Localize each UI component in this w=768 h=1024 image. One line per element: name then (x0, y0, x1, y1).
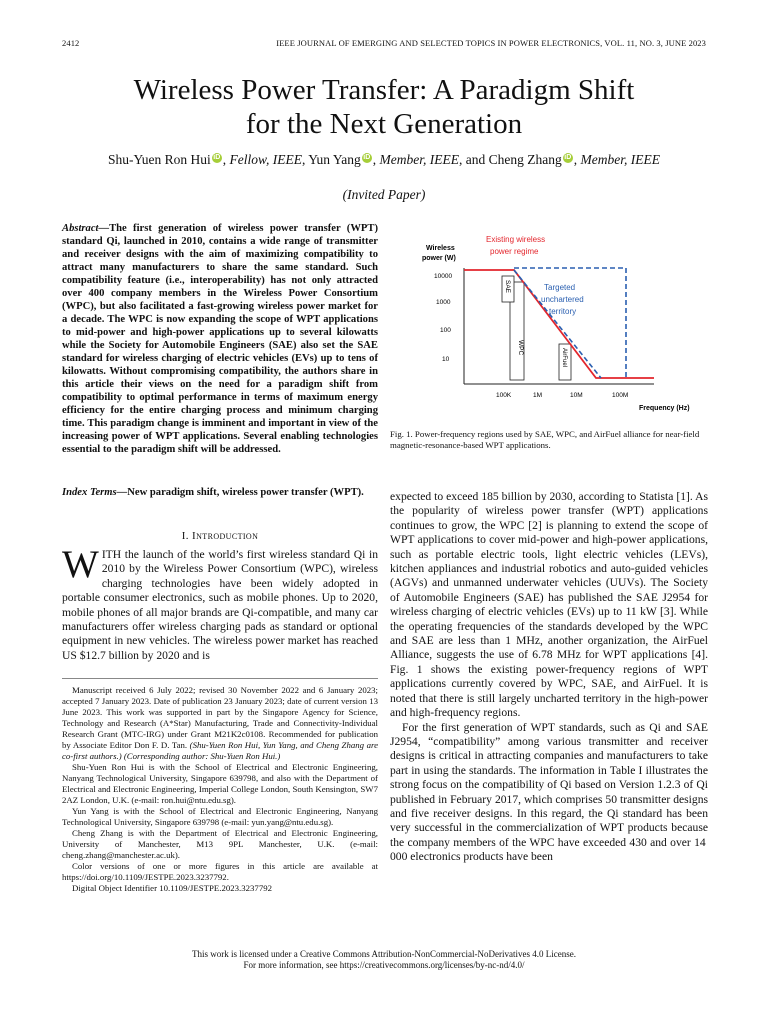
paragraph: For the first generation of WPT standards, such as Qi and SAE J2954, “compatibility” among various transmitter and receiver designs is critical in attracting companies and manufacturers to take part in using the standards. The information in Table I illustrates the strong focus on the compatibility of Qi based on Version 1.2.3 of Qi published in February 2017, which comprises 50 transmitter designs and five receiver designs. In this regard, the Qi standard has been very successful in the commercialization of WPT products because the company members of the WPC have exceeded 430 and over 14 000 electronics products have been (390, 720, 708, 864)
sae-label: SAE (504, 280, 511, 294)
y-tick-label: 1000 (436, 299, 451, 306)
section-heading-introduction: I. Introduction (181, 530, 259, 542)
figure-caption: Fig. 1. Power-frequency regions used by SAE, WPC, and AirFuel alliance for near-field magnetic-resonance-based WPT applications. (390, 429, 700, 450)
abstract-lead: Abstract— (62, 223, 110, 234)
index-terms (62, 486, 378, 499)
intro-paragraph (62, 543, 378, 663)
x-tick-label: 1M (533, 392, 543, 399)
orcid-icon[interactable]: iD (564, 153, 572, 161)
y-tick-label: 100 (440, 327, 451, 334)
license-line-2[interactable]: For more information, see https://creativecommons.org/licenses/by-nc-nd/4.0/ (243, 960, 525, 970)
orcid-icon[interactable]: iD (213, 153, 221, 161)
y-axis-label-1: Wireless (426, 245, 455, 252)
x-tick-label: 100M (612, 392, 629, 399)
license-line-1: This work is licensed under a Creative Commons Attribution-NonCommercial-NoDerivatives 4.0 License. (192, 949, 576, 959)
invited-paper-label: (Invited Paper) (342, 187, 426, 202)
right-column-text (390, 490, 708, 865)
wpc-label: WPC (517, 340, 524, 356)
footnote-doi: Digital Object Identifier 10.1109/JESTPE.2023.3237792 (72, 883, 273, 893)
journal-header: IEEE JOURNAL OF EMERGING AND SELECTED TOPICS IN POWER ELECTRONICS, VOL. 11, NO. 3, JUNE 2023 (276, 38, 706, 48)
targeted-label-1: Targeted (544, 283, 576, 292)
x-tick-label: 100K (496, 392, 512, 399)
x-tick-label: 10M (570, 392, 583, 399)
footnote-author-2: Yun Yang is with the School of Electrical and Electronic Engineering, Nanyang Technological University, Singapore 639798 (e-mail: yun.yang@ntu.edu.sg). (62, 806, 378, 827)
y-tick-label: 10000 (434, 273, 453, 280)
title-line-2: for the Next Generation (245, 108, 523, 140)
index-terms-text: New paradigm shift, wireless power transfer (WPT). (127, 487, 364, 498)
targeted-label-2: unchartered (541, 295, 584, 304)
index-terms-lead: Index Terms— (62, 487, 128, 498)
paper-title (60, 73, 708, 141)
author-1-role: Fellow, IEEE (229, 152, 302, 167)
footnote-author-3: Cheng Zhang is with the Department of Electrical and Electronic Engineering, University of Manchester, M13 9PL Manchester, U.K. (e-mail: cheng.zhang@manchester.ac.uk). (62, 828, 378, 860)
figure-1 (416, 228, 696, 418)
abstract-text: The first generation of wireless power transfer (WPT) standard Qi, launched in 2010, contains a wide range of transmitter and receiver designs with the aim of maximizing compatibility to attract many manufacturers to share the same standard. Such compatibility feature (i.e., interoperability) has not only attracted over 400 company members in the Wireless Power Consortium (WPC), but also facilitated a fast-growing wireless power market for a decade. The WPC is now expanding the scope of WPT applications to mid-power and high-power applications up to several kilowatts while the Society for Automobile Engineers (SAE) also set the SAE standard for wireless charging of electric vehicles (EVs) up to tens of kilowatts. Without compromising compatibility, the authors share in this article their views on the need for a paradigm shift from compatibility to optimal performance in terms of maximum energy efficiency for the entire charging process and minimum charging time. This paradigm change is imminent and important in view of the increasing power of WPT applications. Several enabling technologies essential to the paradigm shift will be addressed. (62, 223, 378, 455)
footnote-divider (62, 678, 378, 679)
author-3-role: Member, IEEE (580, 152, 660, 167)
footnote-author-1: Shu-Yuen Ron Hui is with the School of Electrical and Electronic Engineering, Nanyang Technological University, Singapore 639798, and also with the Department of Electrical and Electronic Engineering, Imperial College London, South Kensington, SW7 2AZ London, U.K. (e-mail: ron.hui@ntu.edu.sg). (62, 762, 378, 805)
footnote-italic: (Shu-Yuen Ron Hui, Yun Yang, and Cheng Zhang are co-first authors.) (Corresponding author: Shu-Yuen Ron Hui.) (62, 740, 379, 761)
footnote-manuscript (62, 685, 378, 762)
author-list: Shu-Yuen Ron Hui iD , Fellow, IEEE, Yun Yang iD , Member, IEEE, and Cheng Zhang iD , Member, IEEE (108, 152, 660, 167)
author-and: and (465, 152, 486, 167)
drop-cap: W (62, 543, 99, 586)
airfuel-label: AirFuel (561, 348, 567, 368)
footnote-text: Manuscript received 6 July 2022; revised 30 November 2022 and 6 January 2023; accepted 7 January 2023. Date of publication 23 January 2023; date of current version 13 June 2023. This work was supported in part by the Singapore Agency for Science, Technology and Research (A*Star) Manufacturing, Trade and Connectivity-Individual Research Grant (MTC-IRG) under Grant M21K2c0108. Recommended for publication by Associate Editor Don F. D. Tan. (62, 685, 378, 750)
existing-regime-label-1: Existing wireless (486, 235, 546, 244)
author-2: Yun Yang (308, 152, 361, 167)
y-tick-label: 10 (442, 356, 450, 363)
orcid-icon[interactable]: iD (363, 153, 371, 161)
y-axis-label-2: power (W) (422, 255, 456, 262)
paragraph: expected to exceed 185 billion by 2030, according to Statista [1]. As the popularity of wireless power transfer (WPT) applications continues to grow, the WPC [2] is planning to extend the scope of WPT applications to cover mid-power and high-power applications, such as portable electric tools, light electric vehicles (LEVs), kitchen appliances and industrial robotics and auto-guided vehicles (AGVs) and unmanned underwater vehicles (UUVs). The Society of Automobile Engineers (SAE) has published the SAE J2954 for wireless charging of electric vehicles (EVs) up to 11 kW [3]. While the operating frequencies of the standards developed by the WPC and SAE are less than 1 MHz, another organization, the AirFuel Alliance, suggests the use of 6.78 MHz for WPT applications [4]. Fig. 1 shows the existing power-frequency regions of WPT applications currently covered by WPC, SAE, and AirFuel. It is noted that there is still largely uncharted territory in the high-power and high-frequency regions. (390, 490, 708, 720)
footnotes (62, 685, 378, 894)
title-line-1: Wireless Power Transfer: A Paradigm Shift (133, 74, 635, 106)
author-2-role: Member, IEEE (379, 152, 460, 167)
author-1: Shu-Yuen Ron Hui (108, 152, 211, 167)
existing-regime-label-2: power regime (490, 247, 539, 256)
targeted-label-3: territory (549, 307, 577, 316)
abstract (62, 222, 378, 456)
intro-text: ITH the launch of the world’s first wireless standard Qi in 2010 by the Wireless Power Consortium (WPC), wireless charging technologies have been widely adopted in portable consumer electronics, such as mobile phones. Up to 2020, mobile phones of all major brands are Qi-compatible, and many car manufacturers offer wireless charging pads as standard or optional equipment in new vehicles. The wireless power market has reached US $12.7 billion by 2020 and is (62, 548, 378, 662)
license-notice (60, 949, 708, 971)
footnote-color: Color versions of one or more figures in this article are available at https://doi.org/10.1109/JESTPE.2023.3237792. (62, 861, 378, 882)
page-number: 2412 (62, 38, 80, 48)
author-3: Cheng Zhang (488, 152, 562, 167)
x-axis-label: Frequency (Hz) (639, 405, 690, 412)
